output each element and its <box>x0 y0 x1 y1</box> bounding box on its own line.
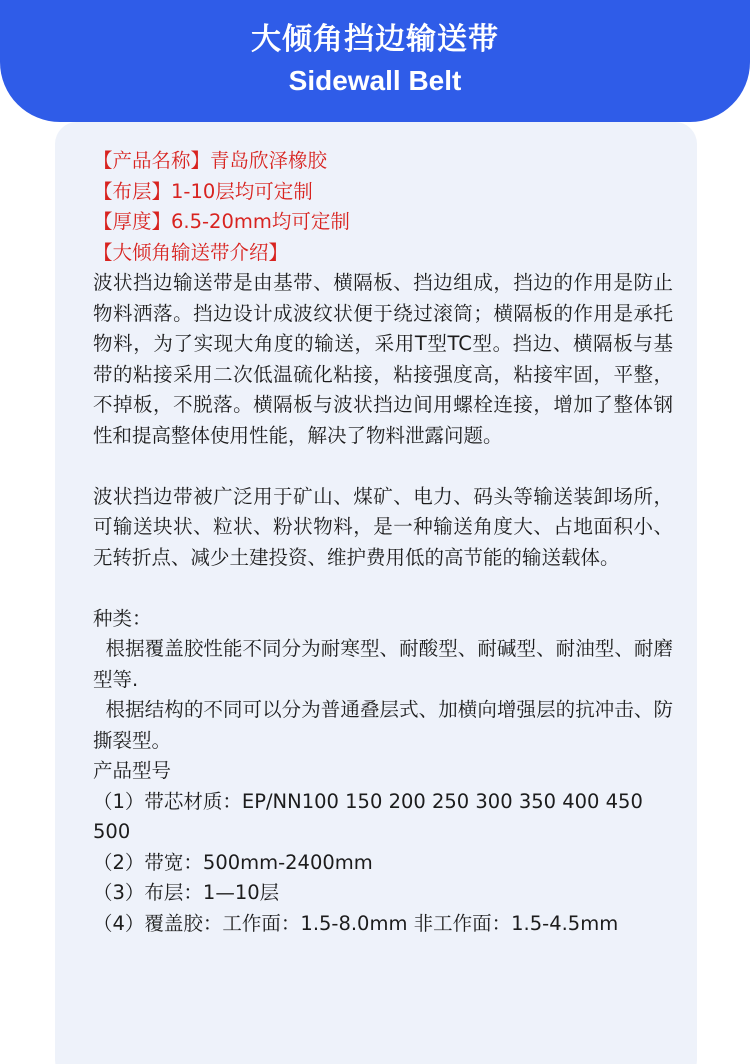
layers-line: 【布层】1-10层均可定制 <box>93 179 313 203</box>
spec-cover-rubber: （4）覆盖胶：工作面：1.5-8.0mm 非工作面：1.5-4.5mm <box>93 911 619 935</box>
spacer <box>93 451 673 482</box>
types-item-cover: 根据覆盖胶性能不同分为耐寒型、耐酸型、耐碱型、耐油型、耐磨型等. <box>93 637 673 691</box>
page-header <box>0 0 750 122</box>
intro-paragraph: 波状挡边输送带是由基带、横隔板、挡边组成，挡边的作用是防止物料洒落。挡边设计成波纹状便于绕过滚筒；横隔板的作用是承托物料，为了实现大角度的输送，采用T型TC型。挡边、横隔板与基带的粘接采用二次低温硫化粘接，粘接强度高，粘接牢固，平整，不掉板，不脱落。横隔板与波状挡边间用螺栓连接，增加了整体钢性和提高整体使用性能，解决了物料泄露问题。 <box>93 271 673 447</box>
spacer <box>93 573 673 604</box>
types-heading: 种类： <box>93 606 152 630</box>
thickness-line: 【厚度】6.5-20mm均可定制 <box>93 210 350 233</box>
models-heading: 产品型号 <box>93 759 172 782</box>
application-paragraph: 波状挡边带被广泛用于矿山、煤矿、电力、码头等输送装卸场所，可输送块状、粒状、粉状物料，是一种输送角度大、占地面积小、无转折点、减少土建投资、维护费用低的高节能的输送载体。 <box>93 484 673 569</box>
title-english: Sidewall Belt <box>288 65 462 96</box>
intro-heading: 【大倾角输送带介绍】 <box>93 240 289 264</box>
product-name-line: 【产品名称】青岛欣泽橡胶 <box>93 149 328 172</box>
types-item-structure: 根据结构的不同可以分为普通叠层式、加横向增强层的抗冲击、防撕裂型。 <box>93 698 673 752</box>
spec-ply: （3）布层：1—10层 <box>93 881 280 904</box>
content-body <box>93 146 673 939</box>
spec-core-material: （1）带芯材质：EP/NN100 150 200 250 300 350 400 450 500 <box>93 789 643 843</box>
spec-belt-width: （2）带宽：500mm-2400mm <box>93 850 373 874</box>
title-chinese: 大倾角挡边输送带 <box>251 22 499 57</box>
